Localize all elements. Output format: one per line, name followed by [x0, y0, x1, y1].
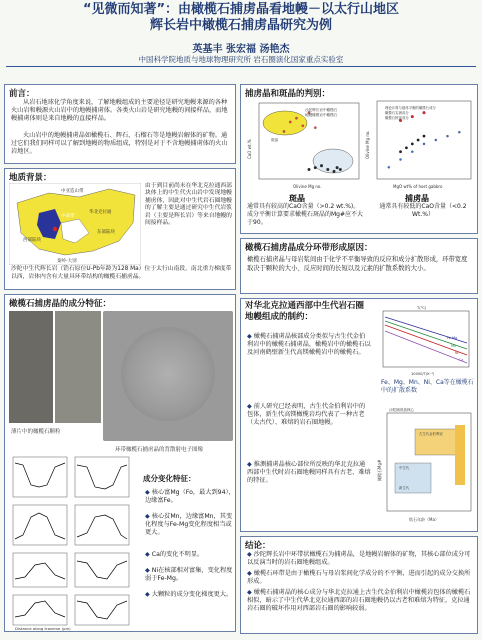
- mechanism-heading: 橄榄石捕虏晶成分环带形成原因：: [245, 243, 373, 253]
- label-fe-mg: Fe-Mg: [447, 336, 458, 340]
- conclusion-heading: 结论：: [245, 541, 271, 551]
- feature-item-5: ◆ 大颗粒的成分变化梯度更大。: [145, 591, 233, 598]
- data-point: [314, 127, 316, 129]
- chart-legend-1: 沙陀捕虏晶核心: [389, 408, 415, 412]
- data-point: [411, 115, 414, 118]
- background-caption: 沙陀中生代辉长岩（锆石原位U-Pb年龄为128 Ma）位于太行山南段，南北重力梯度带以西，岩体内含有大量具环带结构的橄榄石捕虏晶。: [11, 266, 232, 280]
- data-point: [458, 131, 460, 133]
- legend-right-3: 橄榄石核部成分: [385, 116, 409, 120]
- data-point: [295, 117, 297, 119]
- map-label-orogen: 中亚造山带: [61, 189, 84, 194]
- legend-left-3: 斑晶: [271, 138, 279, 142]
- geology-map: [9, 183, 141, 265]
- data-point: [320, 164, 323, 167]
- feature-item-2: ◆ 核心贫Mn，边缘富Mn，其变化程度与Fe-Mg变化程度相当或更大。: [145, 513, 233, 536]
- left-chart-ylabel: CaO wt.%: [247, 139, 252, 159]
- title-line-1: “见微而知著”：由橄榄石捕虏晶看地幔－以太行山地区: [82, 2, 400, 17]
- intro-paragraph-1: 从岩石地球化学角度来说，了解地幔组成的主要途径是研究地幔来源的各种火山岩和幔源火山岩中的地幔捕虏体。各类火山岩是研究地幔的间接样品，而地幔捕虏体则是来自地幔的直接样品。: [11, 99, 228, 123]
- constraint-item-1: ◆ 橄榄石捕虏晶核部成分类似与古生代金伯利岩中的橄榄石捕虏晶，橄榄岩中的橄榄石以及河南鹤壁新生代高镁橄榄岩中的橄榄石。: [247, 333, 371, 356]
- map-label-central: 中部带: [61, 214, 75, 219]
- profile-plot-3: [13, 505, 67, 545]
- data-point: [388, 166, 390, 168]
- data-point: [333, 170, 336, 173]
- thin-section-photo-1: [9, 311, 53, 423]
- map-label-qinling: 秦岭-大别: [57, 259, 77, 264]
- discrimination-heading: 捕虏晶和斑晶的判别：: [245, 89, 331, 99]
- data-point: [446, 135, 448, 137]
- title-line-2: 辉长岩中橄榄石捕虏晶研究为例: [149, 18, 332, 33]
- bse-image: [103, 311, 233, 441]
- profile-plot-6: [75, 553, 129, 587]
- data-point: [423, 143, 425, 145]
- data-point: [423, 135, 426, 138]
- constraint-item-2: ◆ 前人研究已经表明，古生代金伯利岩中的包体，新生代高镁橄榄岩均代表了一种古老（太古代）、难熔的岩石圈地幔。: [247, 403, 366, 426]
- data-point: [405, 147, 408, 150]
- age-xlabel: 锆石年龄（Ma）: [409, 517, 439, 522]
- profile-plot-8: [75, 595, 129, 625]
- age-mgno-chart: [375, 405, 475, 529]
- profile-plot-4: [75, 505, 129, 545]
- profile-axis-label: Distance along traverse (µm): [15, 626, 71, 631]
- age-ylabel: 橄榄石Mg#: [377, 459, 382, 481]
- data-point: [283, 130, 285, 132]
- legend-left-2: 地幔橄榄岩中橄榄石: [305, 113, 338, 117]
- intro-heading: 前言：: [9, 89, 35, 99]
- data-point: [399, 150, 402, 153]
- profile-plot-1: [13, 457, 67, 497]
- cao-vs-mgno-chart: [245, 99, 363, 191]
- conclusion-item-2: ◆ 橄榄石环带是由于橄榄石与母岩浆间化学成分的不平衡，进而引起的成分交换所形成。: [247, 570, 471, 585]
- study-site-marker: [53, 227, 57, 231]
- conclusion-item-3: ◆ 橄榄石捕虏晶的核心成分与华北克拉通上古生代金伯利岩中橄榄岩包体的橄榄石相似，暗示了中生代华北克拉通西部的岩石圈地幔仍以古老和难熔为特征，克拉通岩石圈的破坏作用对西部岩石圈的影响较弱。: [247, 589, 471, 612]
- data-point: [411, 151, 413, 153]
- data-point: [399, 158, 401, 160]
- left-chart-xlabel: Olivine Mg no.: [293, 184, 322, 189]
- data-point: [423, 111, 426, 114]
- map-label-craton: 华北克拉通: [89, 210, 112, 215]
- poster-title: [0, 2, 482, 34]
- thin-section-photo-2: [55, 311, 101, 423]
- discrimination-panel: [240, 84, 478, 234]
- profile-plot-7: [13, 595, 67, 625]
- data-point: [289, 121, 291, 123]
- data-point: [314, 166, 317, 169]
- xenocryst-text: 通常具有较低的CaO含量（<0.2 Wt.%）: [379, 203, 467, 218]
- mgno-vs-mgo-chart: [363, 97, 475, 191]
- diffusion-x-axis: 10000/T(K⁻¹): [411, 372, 435, 376]
- authors: 英基丰 张宏福 汤艳杰: [192, 44, 290, 55]
- legend-left-1: 沙坨辉长岩中橄榄石: [305, 108, 338, 112]
- intro-paragraph-2: 火山岩中的地幔捕虏晶如橄榄石、辉石、石榴石等是地幔岩解体的矿物。通过它们我们同样可以了解到地幔的物质组成，特别是对于不含地幔捕虏体的火山岩地区。: [11, 132, 228, 156]
- data-point: [411, 143, 414, 146]
- conclusion-panel: [240, 536, 478, 634]
- label-ni: Ni: [455, 351, 459, 355]
- phenocryst-text: 通常具有较高的CaO含量（>0.2 wt.%)。成分平衡计算要求橄榄石斑晶的Mg#应不大于90。: [247, 203, 364, 226]
- mantle-olivine-field: [313, 149, 353, 173]
- sample-bar: [455, 425, 465, 485]
- data-point: [435, 139, 437, 141]
- mechanism-text: 橄榄石捕虏晶与母岩浆间由于化学不平衡导致的反应和成分扩散形成，环带宽度取决于颗粒的大小、反应时间的长短以及元素的扩散系数的大小。: [247, 256, 468, 272]
- right-chart-xlabel: MgO wt% of host gabbro: [393, 184, 443, 189]
- background-panel: [4, 168, 236, 290]
- chart-legend-2: 古生代金伯利岩: [419, 432, 443, 436]
- constraint-heading: 对华北克拉通西部中生代岩石圈地幔组成的制约：: [245, 301, 365, 322]
- data-point: [336, 166, 339, 169]
- map-label-east: 东部陆块: [97, 230, 115, 235]
- change-features-title: 成分变化特征：: [143, 474, 196, 483]
- affiliation: 中国科学院地质与地球物理研究所 岩石圈演化国家重点实验室: [138, 55, 344, 64]
- label-mn: Mn: [451, 344, 457, 348]
- right-chart-ylabel: Olivine Mg no.: [365, 130, 370, 159]
- intro-panel: [4, 84, 236, 164]
- features-panel: [4, 294, 236, 632]
- feature-item-3: ◆ Ca的变化不明显。: [145, 551, 204, 558]
- constraint-panel: [240, 298, 478, 532]
- mechanism-panel: [240, 238, 478, 294]
- data-point: [326, 168, 329, 171]
- conclusion-item-1: ◆ 沙陀辉长岩中环带状橄榄石为捕虏晶，是地幔岩解体的矿物，其核心部位成分可以反演当时的岩石圈地幔组成。: [247, 551, 471, 566]
- data-point: [302, 125, 304, 127]
- caption-bse: 环带橄榄石捕虏晶的背散射电子图像: [115, 447, 204, 453]
- features-heading: 橄榄石捕虏晶的成分特征：: [9, 299, 112, 309]
- data-point: [308, 168, 311, 171]
- profile-plot-2: [75, 457, 129, 497]
- data-point: [339, 168, 342, 171]
- caption-thin-section: 薄片中的橄榄石颗粒: [11, 429, 61, 435]
- diffusion-top-axis: T(°C): [417, 306, 427, 310]
- legend-right-2: 橄榄石实测成分: [385, 111, 409, 115]
- chart-legend-3: 中生代: [399, 466, 410, 470]
- header-rule: [6, 66, 476, 67]
- map-label-west: 西部陆块: [23, 238, 41, 243]
- diffusion-caption: Fe、Mg、Mn、Ni、Ca等在橄榄石中的扩散系数: [381, 379, 474, 394]
- background-text: 由于到目前尚未在华北克拉通西部块体上的中生代火山岩中发现地幔捕虏体，因此对中生代岩石圈地幔的了解主要是通过研究中生代岩浆岩（主要是辉长岩）等来自地幔的间接样品。: [145, 183, 232, 227]
- phenocryst-label: 斑晶: [289, 194, 305, 203]
- constraint-item-3: ◆ 推测捕虏晶核心部位所反映的华北克拉通西部中生代时岩石圈地幔同样具有古老、难熔的特征。: [247, 461, 371, 484]
- profile-plot-5: [13, 553, 67, 587]
- feature-item-1: ◆ 核心富Mg（Fo，最大到94），边缘富Fe。: [145, 489, 235, 504]
- background-heading: 地质背景：: [9, 173, 52, 183]
- label-ca: Ca: [459, 358, 464, 362]
- profile-plots: [9, 455, 139, 631]
- diffusion-chart: [371, 303, 475, 379]
- data-point: [417, 139, 420, 142]
- xenocryst-label: 捕虏晶: [405, 194, 429, 203]
- legend-right-1: 理论计算与熔体平衡的橄榄石成分: [385, 106, 436, 110]
- feature-item-4: ◆ Ni在核部相对富集，变化程度弱于Fe-Mg。: [145, 567, 233, 582]
- chart-legend-4: 新生代: [399, 486, 410, 490]
